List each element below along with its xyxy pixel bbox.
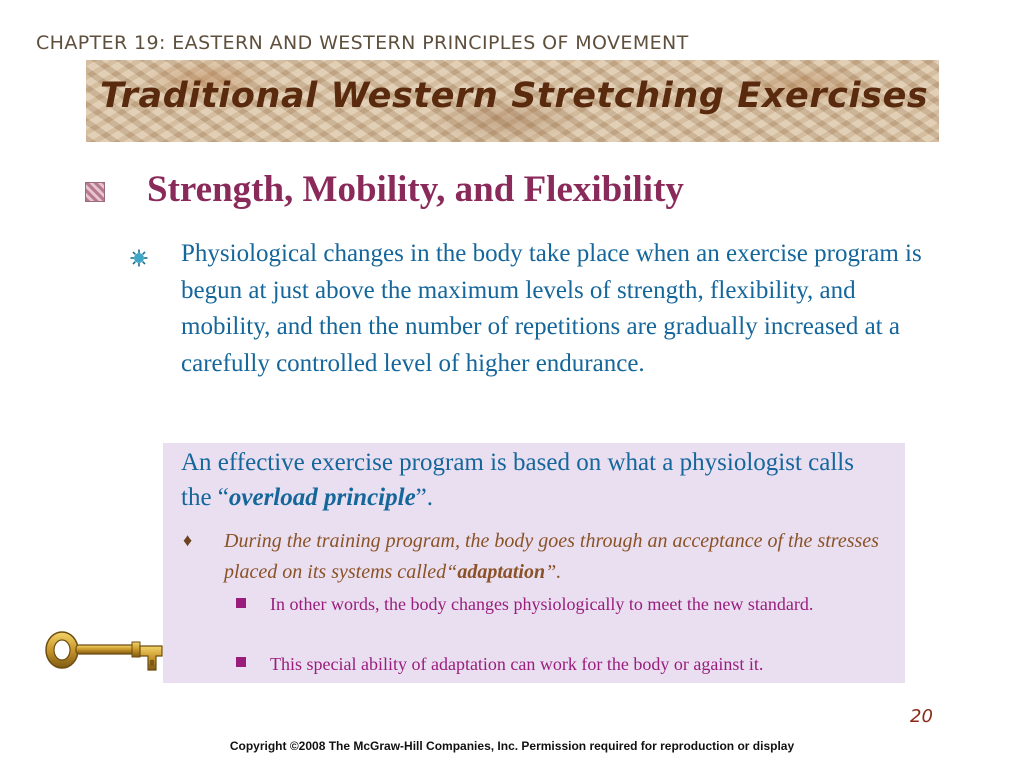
section-heading: Strength, Mobility, and Flexibility	[147, 169, 684, 210]
overload-suffix: ”.	[415, 484, 434, 511]
square-bullet-icon	[236, 598, 246, 608]
adaptation-statement	[224, 526, 904, 588]
overload-statement	[181, 445, 881, 515]
copyright-notice: Copyright ©2008 The McGraw-Hill Companies, Inc. Permission required for reproduction or display	[229, 739, 795, 753]
point-two: This special ability of adaptation can work for the body or against it.	[270, 654, 764, 674]
point-one: In other words, the body changes physiologically to meet the new standard.	[270, 594, 814, 614]
textured-square-bullet-icon	[85, 182, 105, 202]
slide-title: Traditional Western Stretching Exercises	[100, 76, 929, 116]
body-paragraph: Physiological changes in the body take place when an exercise program is begun at just above the maximum levels of strength, flexibility, and mobility, and then the number of repetitions are gradually increased at a carefully controlled level of higher endurance.	[181, 240, 922, 377]
gold-key-icon	[44, 626, 166, 680]
chapter-header: CHAPTER 19: EASTERN AND WESTERN PRINCIPLES OF MOVEMENT	[36, 32, 689, 54]
adaptation-prefix: During the training program, the body goes through an acceptance of the stresses placed on its systems called“	[224, 530, 879, 583]
overload-term: overload principle	[228, 484, 416, 511]
overload-prefix: An effective exercise program is based on what a physiologist calls the “	[181, 449, 854, 511]
page-number: 20	[910, 706, 933, 727]
adaptation-term: adaptation	[457, 561, 546, 583]
diamond-bullet-icon: ♦	[183, 530, 193, 550]
title-banner	[86, 60, 939, 142]
highlight-box	[163, 443, 905, 683]
sunburst-bullet-icon	[130, 249, 148, 267]
square-bullet-icon	[236, 657, 246, 667]
adaptation-suffix: ”.	[545, 561, 562, 583]
